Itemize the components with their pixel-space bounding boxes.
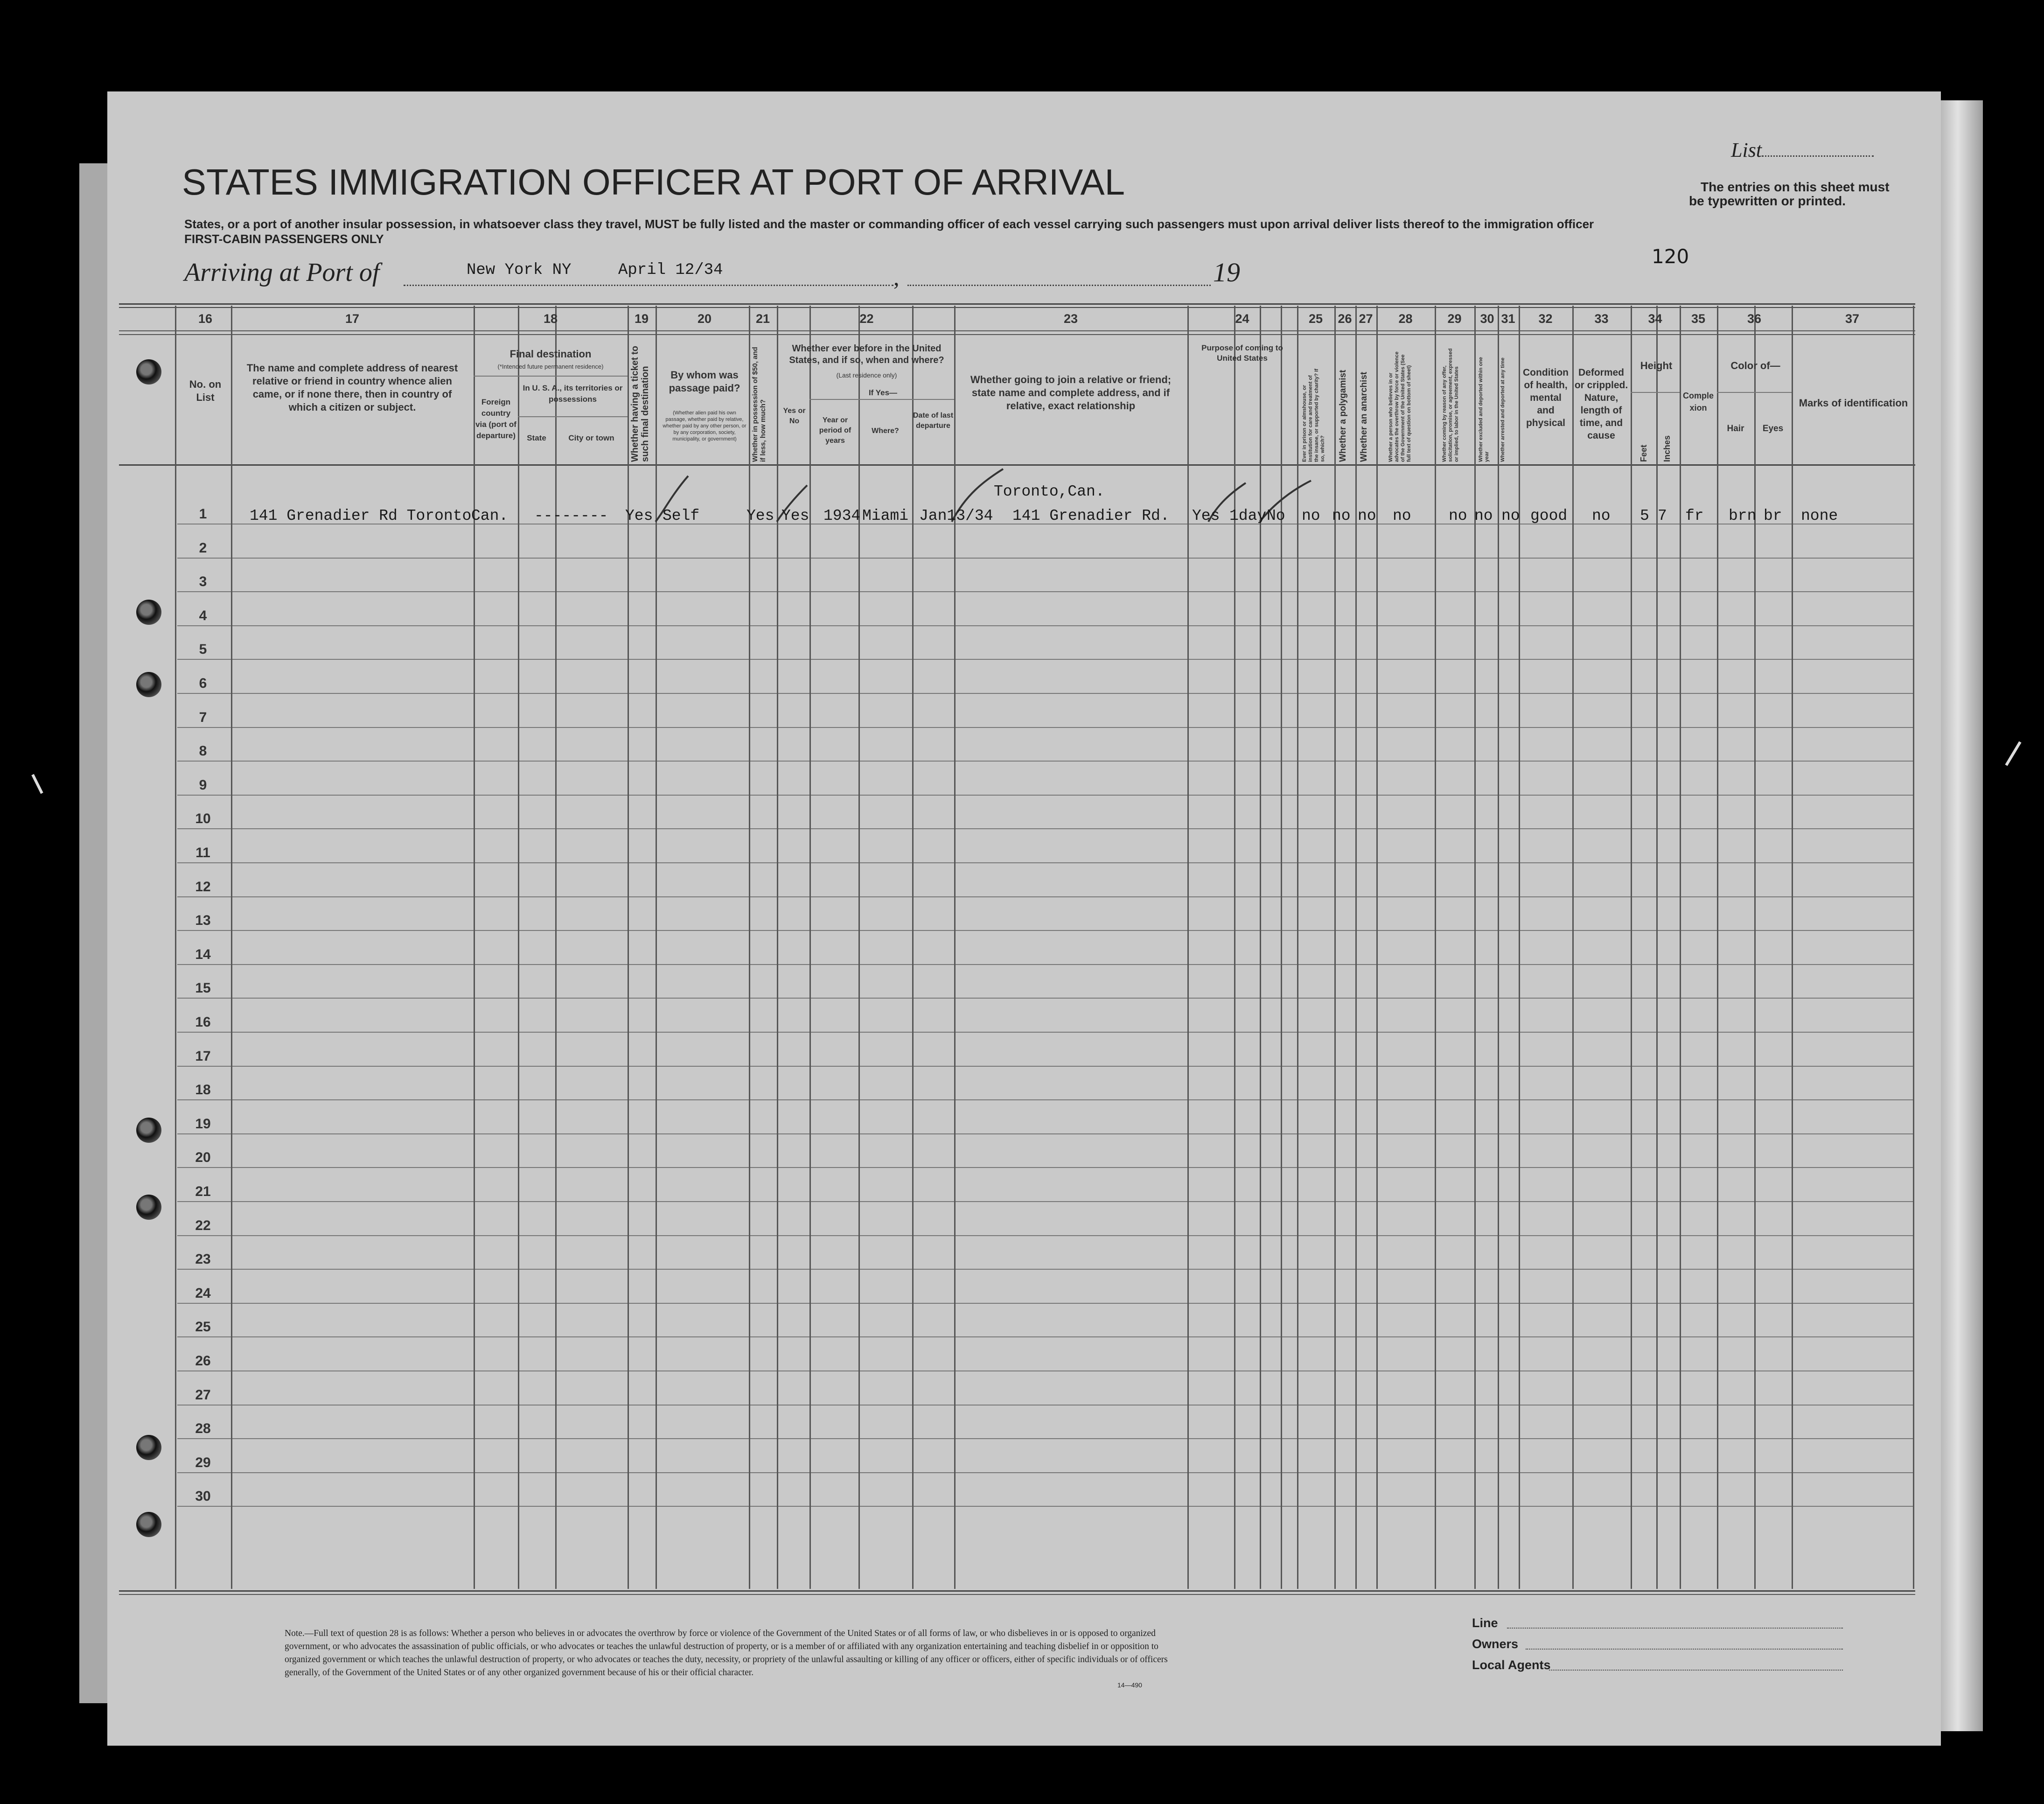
row-number: 9	[199, 777, 207, 793]
agents-field	[1549, 1670, 1843, 1671]
arriving-label: Arriving at Port of	[184, 258, 380, 287]
header-in-usa: In U. S. A., its territories or possessions	[523, 384, 623, 404]
row-number: 29	[195, 1454, 211, 1470]
row-number: 17	[195, 1048, 211, 1064]
row-number: 24	[195, 1285, 211, 1301]
row-number: 13	[195, 913, 211, 929]
colnum-32: 32	[1538, 312, 1553, 326]
entry-marks: none	[1801, 507, 1838, 524]
colnum-31: 31	[1501, 312, 1515, 326]
header-inches: Inches	[1662, 435, 1672, 462]
row-number: 25	[195, 1319, 211, 1335]
row-number: 8	[199, 743, 207, 759]
row-number: 15	[195, 980, 211, 996]
entry-prison: no	[1302, 507, 1320, 524]
footnote: Note.—Full text of question 28 is as follows: Whether a person who believes in or advocates the overthrow by force or violence of the Government of the United States or of all forms of law, or who disbelieves in or is opposed to organized government, or who advocates the assassination of public officials, or who advocates or teaches the unlawful destruction of property, or is a member of or affiliated with any organization entertaining and teaching disbelief in or opposition to organized government or which teaches the unlawful destruction of property, or who advocates or teaches the duty, necessity, or propriety of the unlawful assaulting or killing of any officer or officers, either of specific individuals or of officers generally, of the Government of the United States or of any other organized government because of his or their official character.	[285, 1629, 1168, 1678]
list-label: List	[1731, 138, 1874, 162]
entry-feet: 5	[1640, 507, 1649, 524]
row-number: 18	[195, 1082, 211, 1098]
colnum-21: 21	[755, 312, 770, 326]
header-arrested: Whether arrested and deported at any time	[1500, 357, 1506, 462]
header-if-yes: If Yes—	[868, 388, 898, 397]
colnum-20: 20	[697, 312, 712, 326]
entry-join-city: Toronto,Can.	[994, 483, 1105, 500]
line-field	[1507, 1628, 1843, 1629]
pencil-mark-icon	[33, 775, 42, 793]
entry-ticket: Yes	[625, 507, 653, 524]
entry-purpose: Yes	[1192, 507, 1220, 524]
comma: ,	[893, 264, 900, 290]
colnum-34: 34	[1648, 312, 1662, 326]
header-deformed: Deformed or crippled. Nature, length of time, and cause	[1574, 367, 1628, 441]
owners-label: Owners	[1472, 1637, 1519, 1651]
header-city: City or town	[568, 434, 614, 442]
colnum-28: 28	[1398, 312, 1413, 326]
colnum-33: 33	[1594, 312, 1609, 326]
row-number: 28	[195, 1421, 211, 1437]
footer-rule-2	[119, 1594, 1915, 1595]
entry-excluded: no	[1474, 507, 1493, 524]
header-complexion: Complexion	[1682, 391, 1714, 413]
colnum-17: 17	[345, 312, 360, 326]
entry-state: --------	[534, 507, 608, 524]
header-excluded: Whether excluded and deported within one year	[1478, 357, 1490, 462]
entry-arrested: no	[1501, 507, 1520, 524]
header-anarchist: Whether an anarchist	[1359, 371, 1369, 462]
row-number: 23	[195, 1252, 211, 1267]
entry-paid-by: Self	[663, 507, 700, 524]
header-foreign-country: Foreign country via (port of departure)	[475, 398, 516, 440]
colnum-22: 22	[859, 312, 874, 326]
row-number: 16	[195, 1014, 211, 1030]
entry-address: 141 Grenadier Rd Toronto	[250, 507, 472, 524]
header-final-destination-sub: (*Intended future permanent residence)	[497, 363, 604, 370]
row-number: 19	[195, 1116, 211, 1132]
header-by-whom-sub: (Whether alien paid his own passage, whether paid by relative, whether paid by any other person, or by any corporation, society, municipality, or government)	[663, 410, 746, 442]
row-number: 12	[195, 879, 211, 895]
header-by-whom: By whom was passage paid?	[669, 369, 740, 394]
colnum-23: 23	[1063, 312, 1078, 326]
row-number: 21	[195, 1184, 211, 1199]
entry-inches: 7	[1658, 507, 1667, 524]
row-number: 5	[199, 642, 207, 657]
entry-labor-offer: no	[1449, 507, 1467, 524]
header-height: Height	[1640, 360, 1673, 371]
header-hair: Hair	[1727, 424, 1744, 434]
header-last-residence: (Last residence only)	[836, 371, 897, 379]
entry-deformed: no	[1592, 507, 1611, 524]
colnum-37: 37	[1845, 312, 1860, 326]
entry-polygamist: no	[1332, 507, 1351, 524]
entry-has-50: Yes	[746, 507, 774, 524]
header-prison: Ever in prison or almshouse, or institution for care and treatment of the insane, or supported by charity? If so, which?	[1302, 369, 1325, 462]
entry-last-departure: Jan13/34	[919, 507, 993, 524]
row-number: 6	[199, 676, 207, 691]
header-yes-no: Yes or No	[783, 407, 806, 425]
colnum-30: 30	[1480, 312, 1494, 326]
page-title: STATES IMMIGRATION OFFICER AT PORT OF ARRIVAL	[182, 161, 1125, 203]
header-final-destination: Final destination	[509, 348, 592, 360]
owners-field	[1526, 1649, 1843, 1650]
colnum-27: 27	[1359, 312, 1373, 326]
entry-eyes: br	[1764, 507, 1782, 524]
header-eyes: Eyes	[1762, 424, 1784, 434]
entry-overthrow: no	[1393, 507, 1411, 524]
entry-anarchist: no	[1358, 507, 1376, 524]
header-purpose: Purpose of coming to United States	[1201, 343, 1283, 363]
row-number: 27	[195, 1387, 211, 1403]
header-state: State	[527, 434, 546, 442]
colnum-24: 24	[1235, 312, 1249, 326]
sheet-number: 120	[1652, 245, 1689, 268]
entry-been-before: Yes	[781, 507, 809, 524]
colnum-26: 26	[1338, 312, 1352, 326]
header-ticket: Whether having a ticket to such final destination	[630, 346, 650, 462]
entry-where: Miami	[862, 507, 909, 524]
row-number: 3	[199, 574, 207, 590]
header-nearest-relative: The name and complete address of nearest relative or friend in country whence alien came, or if none there, then in country of which a citizen or subject.	[246, 362, 458, 413]
header-no-on-list: No. on List	[189, 378, 222, 403]
pencil-mark-icon	[2006, 742, 2020, 765]
header-been-before: Whether ever before in the United States, and if so, when and where?	[789, 343, 944, 365]
form-code: 14—490	[1117, 1681, 1142, 1689]
row-number: 10	[195, 811, 211, 827]
header-going-to-join: Whether going to join a relative or friend; state name and complete address, and if relative, exact relationship	[970, 374, 1172, 412]
header-marks: Marks of identification	[1799, 397, 1908, 409]
subtitle: States, or a port of another insular possession, in whatsoever class they travel, MUST be fully listed and the master or commanding officer of each vessel carrying such passengers must upon arrival deliver lists thereof to the immigration officer	[184, 217, 1594, 231]
row-number: 14	[195, 946, 211, 962]
entry-complexion: fr	[1685, 507, 1704, 524]
header-where: Where?	[872, 427, 899, 435]
row-number: 11	[195, 845, 210, 860]
agents-label: Local Agents	[1472, 1658, 1551, 1672]
header-feet: Feet	[1639, 444, 1648, 462]
row-number: 2	[199, 540, 207, 556]
footer-rule	[119, 1590, 1915, 1592]
row-number: 1	[199, 506, 207, 522]
colnum-16: 16	[198, 312, 213, 326]
entry-year: 1934	[823, 507, 861, 524]
colnum-25: 25	[1308, 312, 1323, 326]
entry-health: good	[1530, 507, 1568, 524]
row-number: 22	[195, 1217, 211, 1233]
header-50-dollars: Whether in possession of $50, and if less, how much?	[751, 347, 767, 462]
port-value: New York NY	[467, 261, 572, 279]
cabin-class: FIRST-CABIN PASSENGERS ONLY	[184, 232, 384, 246]
entry-foreign-country: Can.	[471, 507, 509, 524]
colnum-36: 36	[1747, 312, 1762, 326]
header-health: Condition of health, mental and physical	[1523, 367, 1569, 428]
row-number: 26	[195, 1353, 211, 1369]
colnum-35: 35	[1691, 312, 1706, 326]
colnum-18: 18	[543, 312, 558, 326]
typewritten-note-1: The entries on this sheet must	[1701, 180, 1890, 194]
header-polygamist: Whether a polygamist	[1338, 370, 1348, 462]
header-overthrow: Whether a person who believes in or advocates the overthrow by force or violence of the Government of the United States (See full text of question on bottom of sheet)	[1388, 351, 1412, 462]
header-color-of: Color of—	[1730, 360, 1780, 371]
entry-join-address: 141 Grenadier Rd.	[1012, 507, 1170, 524]
row-number: 20	[195, 1150, 211, 1166]
header-labor-offer: Whether coming by reason of any offer, solicitation, promise, or agreement, expressed or implied, to labor in the United States	[1442, 348, 1459, 462]
header-last-departure: Date of last departure	[913, 412, 954, 430]
entry-hair: brn	[1729, 507, 1757, 524]
colnum-19: 19	[634, 312, 649, 326]
entry-c24-no: No	[1267, 507, 1285, 524]
year-prefix: 19	[1213, 257, 1240, 287]
row-number: 4	[199, 608, 207, 623]
line-label: Line	[1472, 1616, 1498, 1630]
header-year: Year or period of years	[819, 416, 851, 445]
row-number: 30	[195, 1489, 211, 1504]
row-number: 7	[199, 709, 207, 725]
entry-stay: 1day	[1229, 507, 1267, 524]
typewritten-note-2: be typewritten or printed.	[1689, 194, 1846, 208]
date-value: April 12/34	[618, 261, 723, 279]
colnum-29: 29	[1447, 312, 1462, 326]
